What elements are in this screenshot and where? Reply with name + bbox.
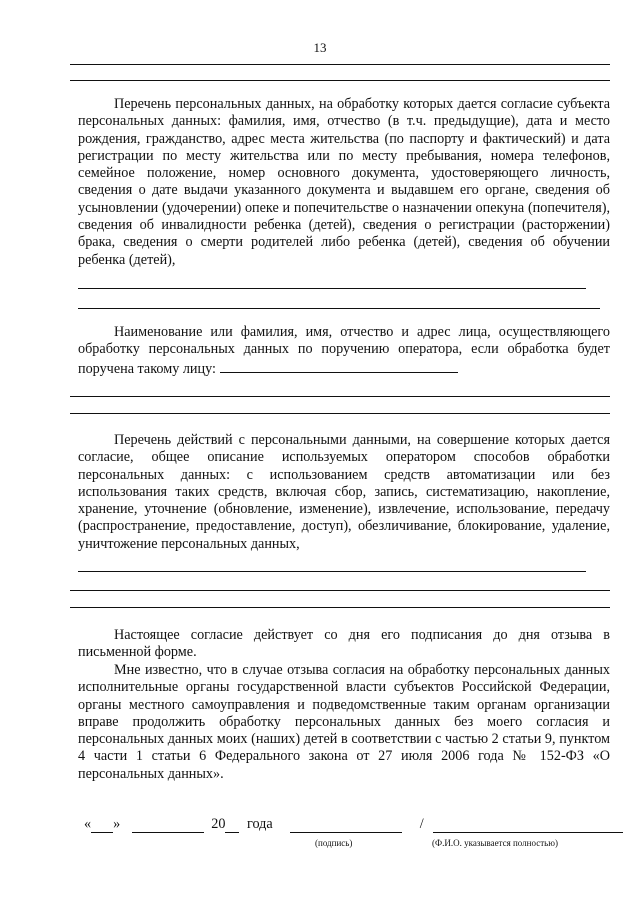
processing-actions-paragraph: Перечень действий с персональными данными, на совершение которых дается согласие, общее описание используемых оператором способов обработки персональных данных: с использованием средств автоматизации или без использования таких средств, включая сбор, запись, систематизацию, накопление, хранение, уточнение (обновление, изменение), извлечение, использование, передачу (распространение, предоставление, доступ), обезличивание, блокирование, удаление, уничтожение персональных данных, <box>78 432 610 552</box>
consent-validity-paragraph: Настоящее согласие действует со дня его подписания до дня отзыва в письменной форме. <box>78 627 610 661</box>
fill-line[interactable] <box>78 288 586 289</box>
slash-separator: / <box>419 816 424 832</box>
month-field[interactable] <box>132 818 204 833</box>
operator-agent-fill-line[interactable] <box>220 359 458 373</box>
full-name-caption: (Ф.И.О. указывается полностью) <box>432 838 558 848</box>
fill-line[interactable] <box>70 607 610 608</box>
day-field[interactable] <box>91 818 113 833</box>
fill-line[interactable] <box>78 308 600 309</box>
year-prefix: 20 <box>211 816 226 832</box>
signature-field[interactable] <box>290 818 402 833</box>
withdrawal-notice-paragraph: Мне известно, что в случае отзыва согласия на обработку персональных данных исполнительные органы государственной власти субъектов Российской Федерации, органы местного самоуправления и подведомственные таким органам организации вправе продолжить обработку персональных данных без моего согласия и персональных данных моих (наших) детей в соответствии с частью 2 статьи 9, пунктом 4 части 1 статьи 6 Федерального закона от 27 июля 2006 года № 152-ФЗ «О персональных данных». <box>78 662 610 782</box>
year-field[interactable] <box>225 818 239 833</box>
operator-agent-paragraph <box>78 324 610 378</box>
top-line-2 <box>70 80 610 81</box>
full-name-field[interactable] <box>433 818 623 833</box>
top-line-1 <box>70 64 610 65</box>
operator-agent-text: Наименование или фамилия, имя, отчество и адрес лица, осуществляющего обработку персональных данных по поручению оператора, если обработка будет поручена такому лицу: <box>78 324 610 377</box>
date-open-quote: « <box>84 816 92 832</box>
date-close-quote: » <box>113 816 121 832</box>
fill-line[interactable] <box>78 571 586 572</box>
personal-data-list-paragraph: Перечень персональных данных, на обработку которых дается согласие субъекта персональных данных: фамилия, имя, отчество (в т.ч. предыдущие), дата и место рождения, гражданство, адрес места жительства (по паспорту и фактический) и дата регистрации по месту жительства или по месту пребывания, номера телефонов, семейное положение, номер основного документа, удостоверяющего личность, сведения о дате выдачи указанного документа и выдавшем его органе, сведения об усыновлении (удочерении) опеке и попечительстве о назначении опекуна (попечителя), сведения об инвалидности ребенка (детей), сведения о регистрации (расторжении) брака, сведения о смерти родителей либо ребенка (детей), сведения об обучении ребенка (детей), <box>78 96 610 268</box>
fill-line[interactable] <box>70 413 610 414</box>
signature-row <box>84 816 623 833</box>
signature-caption: (подпись) <box>315 838 353 848</box>
year-word: года <box>247 816 273 832</box>
fill-line[interactable] <box>70 396 610 397</box>
fill-line[interactable] <box>70 590 610 591</box>
page-number: 13 <box>313 40 327 55</box>
